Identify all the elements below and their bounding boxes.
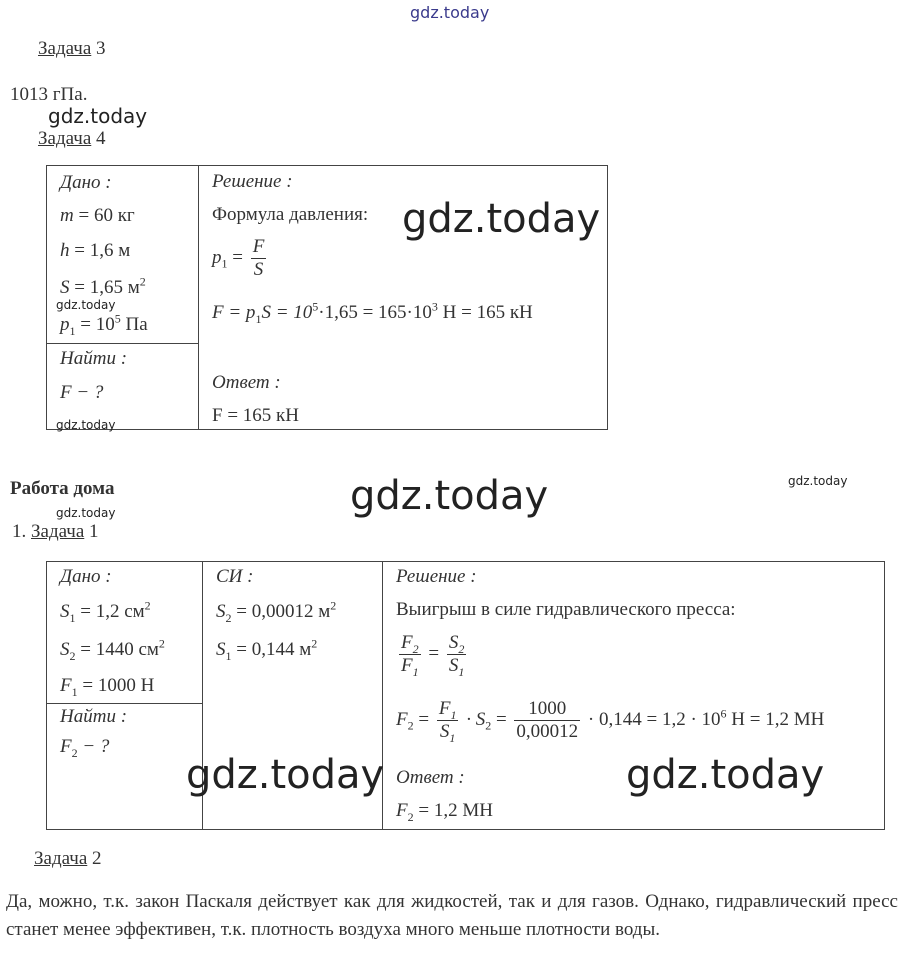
- watermark-small: gdz.today: [788, 474, 848, 488]
- task4-answer: F = 165 кН: [212, 405, 299, 426]
- task1-given-f1: $F_1 = 1000$ Н: [60, 675, 155, 699]
- watermark-small: gdz.today: [48, 104, 148, 128]
- task1-solution-title: Выигрыш в силе гидравлического пресса:: [396, 599, 736, 620]
- task4-answer-label: Ответ :: [212, 372, 281, 393]
- homework-task2-heading: Задача 2: [34, 848, 102, 869]
- task1-solution-label: Решение :: [396, 566, 477, 587]
- task4-given-m: m = 60 кг: [60, 205, 135, 226]
- watermark-large: gdz.today: [186, 752, 385, 798]
- task4-solution-label: Решение :: [212, 171, 293, 192]
- task1-si-s1: $S_1 = 0,144$ $м^2$: [216, 636, 318, 663]
- task4-given-s: S = 1,65 $м^2$: [60, 274, 146, 298]
- task4-formula: $p_1$ = $\frac{F}{S}$: [212, 236, 265, 280]
- homework-title: Работа дома: [10, 478, 115, 499]
- task4-heading-num: 4: [96, 128, 106, 149]
- task1-find-divider: [46, 703, 202, 704]
- task1-si-label: СИ :: [216, 566, 254, 587]
- watermark-large: gdz.today: [402, 196, 601, 242]
- task1-given-s1: $S_1 = 1,2$ $см^2$: [60, 598, 151, 625]
- task1-answer-label: Ответ :: [396, 767, 465, 788]
- task4-heading-word: Задача: [38, 128, 92, 149]
- homework-task2-text: Да, можно, т.к. закон Паскаля действует как для жидкостей, так и для газов. Однако, гидравлический пресс станет менее эффективен, т.к. плотность воздуха много меньше плотности воды.: [6, 891, 898, 940]
- task3-heading-word: Задача: [38, 38, 92, 59]
- watermark-large: gdz.today: [350, 473, 549, 519]
- task1-given-s2: $S_2 = 1440$ $см^2$: [60, 636, 165, 663]
- task3-answer: 1013 гПа.: [10, 84, 88, 105]
- watermark-small: gdz.today: [56, 506, 116, 520]
- watermark-top: gdz.today: [410, 3, 490, 22]
- task1-find-label: Найти :: [60, 706, 128, 727]
- task3-heading: [38, 38, 106, 60]
- task3-heading-num: 3: [96, 38, 106, 59]
- task4-heading: [38, 128, 106, 150]
- task4-given-h: h = 1,6 м: [60, 240, 131, 261]
- task1-find: $F_2$ − ?: [60, 736, 110, 760]
- watermark-large: gdz.today: [626, 752, 825, 798]
- watermark-small: gdz.today: [56, 418, 116, 432]
- task4-find-label: Найти :: [60, 348, 128, 369]
- task4-divider: [198, 165, 199, 430]
- task1-ratio: $\frac{F_2}{F_1}$ = $\frac{S_2}{S_1}$: [401, 632, 465, 679]
- task4-given-p1: $p_1 = 10^5$ Па: [60, 311, 148, 338]
- task4-find-divider: [46, 343, 198, 344]
- task4-calc: $F = p_1S = 10^5\cdot 1,65 = 165\cdot 10^3$ Н = 165 кН: [212, 299, 533, 326]
- task4-find: F − ?: [60, 382, 104, 403]
- task1-si-s2: $S_2 = 0,00012$ $м^2$: [216, 598, 337, 625]
- task1-calc: $F_2$ = $\frac{F_1}{S_1}$ · $S_2$ = $\frac{1000}{0,00012}$ · $0,144 = 1,2 \cdot 10^6$ Н = 1,2 МН: [396, 698, 825, 745]
- task1-given-label: Дано :: [60, 566, 112, 587]
- task4-formula-title: Формула давления:: [212, 204, 369, 225]
- homework-task1-heading: 1. Задача 1: [12, 521, 99, 542]
- watermark-small: gdz.today: [56, 298, 116, 312]
- task4-given-label: Дано :: [60, 172, 112, 193]
- task1-answer: $F_2 = 1,2$ МН: [396, 800, 493, 824]
